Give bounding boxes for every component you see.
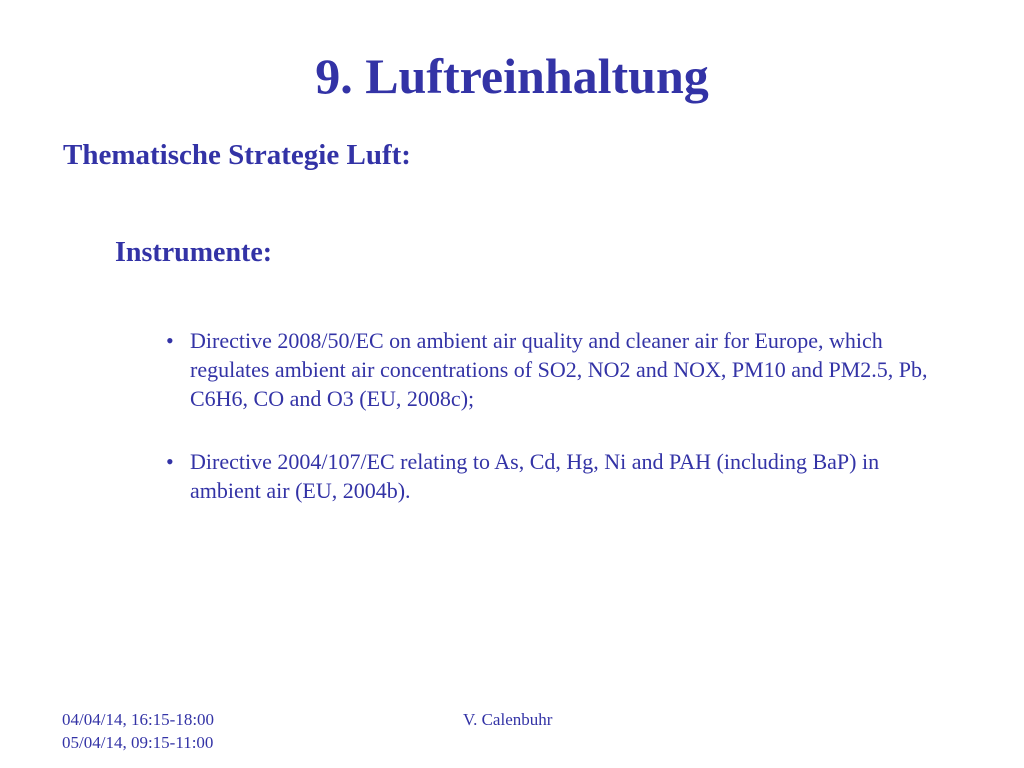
bullet-item: • Directive 2004/107/EC relating to As, Cd, Hg, Ni and PAH (including BaP) in ambient air (EU, 2004b).: [0, 447, 940, 505]
footer-author: V. Calenbuhr: [463, 710, 553, 729]
footer-date-line: 05/04/14, 09:15-11:00: [62, 733, 214, 752]
bullet-item: • Directive 2008/50/EC on ambient air quality and cleaner air for Europe, which regulates ambient air concentrations of SO2, NO2 and NOX, PM10 and PM2.5, Pb, C6H6, CO and O3 (EU, 2008c);: [0, 326, 940, 413]
section-heading: Instrumente:: [115, 237, 273, 268]
slide-subtitle: Thematische Strategie Luft:: [63, 139, 411, 171]
bullet-list: [0, 326, 1024, 539]
footer-dates: [62, 708, 214, 754]
slide-title: 9. Luftreinhaltung: [315, 48, 709, 104]
footer-date-line: 04/04/14, 16:15-18:00: [62, 710, 215, 729]
